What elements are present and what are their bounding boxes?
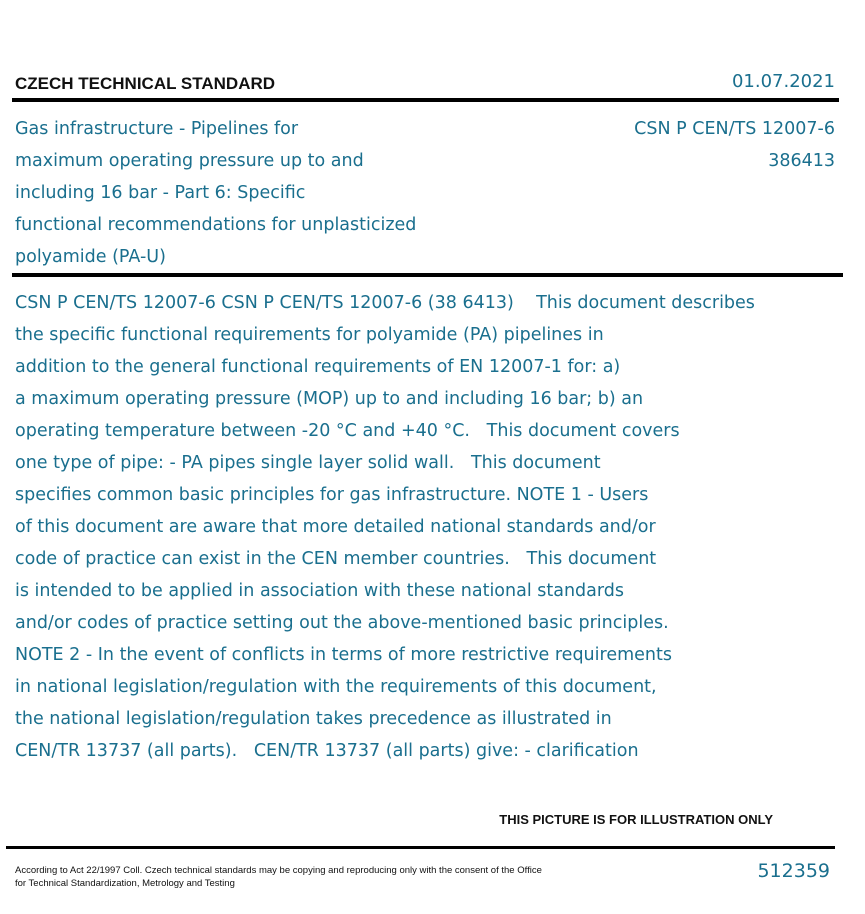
standard-codes (634, 113, 835, 177)
header-divider (12, 98, 839, 102)
abstract-text (15, 287, 865, 767)
abstract-line: specifies common basic principles for gas infrastructure. NOTE 1 - Users (15, 485, 649, 505)
abstract-line: CSN P CEN/TS 12007-6 CSN P CEN/TS 12007-6 (38 6413) This document describes (15, 293, 755, 313)
title-line: Gas infrastructure - Pipelines for (15, 119, 299, 139)
document-type-label: CZECH TECHNICAL STANDARD (15, 74, 276, 93)
title-line: functional recommendations for unplasticized (15, 215, 417, 235)
abstract-line: addition to the general functional requirements of EN 12007-1 for: a) (15, 357, 621, 377)
standard-designation: CSN P CEN/TS 12007-6 (634, 119, 835, 139)
abstract-line: of this document are aware that more detailed national standards and/or (15, 517, 656, 537)
illustration-disclaimer: THIS PICTURE IS FOR ILLUSTRATION ONLY (499, 812, 773, 827)
abstract-line: one type of pipe: - PA pipes single layer solid wall. This document (15, 453, 601, 473)
title-line: maximum operating pressure up to and (15, 151, 364, 171)
title-line: polyamide (PA-U) (15, 247, 166, 267)
publication-date: 01.07.2021 (731, 71, 835, 92)
abstract-line: the national legislation/regulation takes precedence as illustrated in (15, 709, 612, 729)
abstract-line: and/or codes of practice setting out the above-mentioned basic principles. (15, 613, 669, 633)
abstract-line: in national legislation/regulation with the requirements of this document, (15, 677, 657, 697)
abstract-line: the specific functional requirements for polyamide (PA) pipelines in (15, 325, 604, 345)
abstract-line: a maximum operating pressure (MOP) up to and including 16 bar; b) an (15, 389, 644, 409)
title-divider (12, 273, 843, 277)
footer-divider (6, 846, 835, 849)
standard-title (15, 113, 455, 273)
copyright-line: According to Act 22/1997 Coll. Czech technical standards may be copying and reproducing only with the consent of the Office (15, 865, 542, 876)
abstract-line: NOTE 2 - In the event of conflicts in terms of more restrictive requirements (15, 645, 672, 665)
copyright-notice (15, 864, 595, 890)
document-number: 512359 (757, 860, 830, 882)
copyright-line: for Technical Standardization, Metrology and Testing (15, 878, 235, 889)
abstract-line: code of practice can exist in the CEN member countries. This document (15, 549, 657, 569)
title-line: including 16 bar - Part 6: Specific (15, 183, 306, 203)
abstract-line: is intended to be applied in association with these national standards (15, 581, 624, 601)
abstract-line: CEN/TR 13737 (all parts). CEN/TR 13737 (all parts) give: - clarification (15, 741, 639, 761)
abstract-line: operating temperature between -20 °C and +40 °C. This document covers (15, 421, 680, 441)
classification-code: 386413 (768, 151, 835, 171)
